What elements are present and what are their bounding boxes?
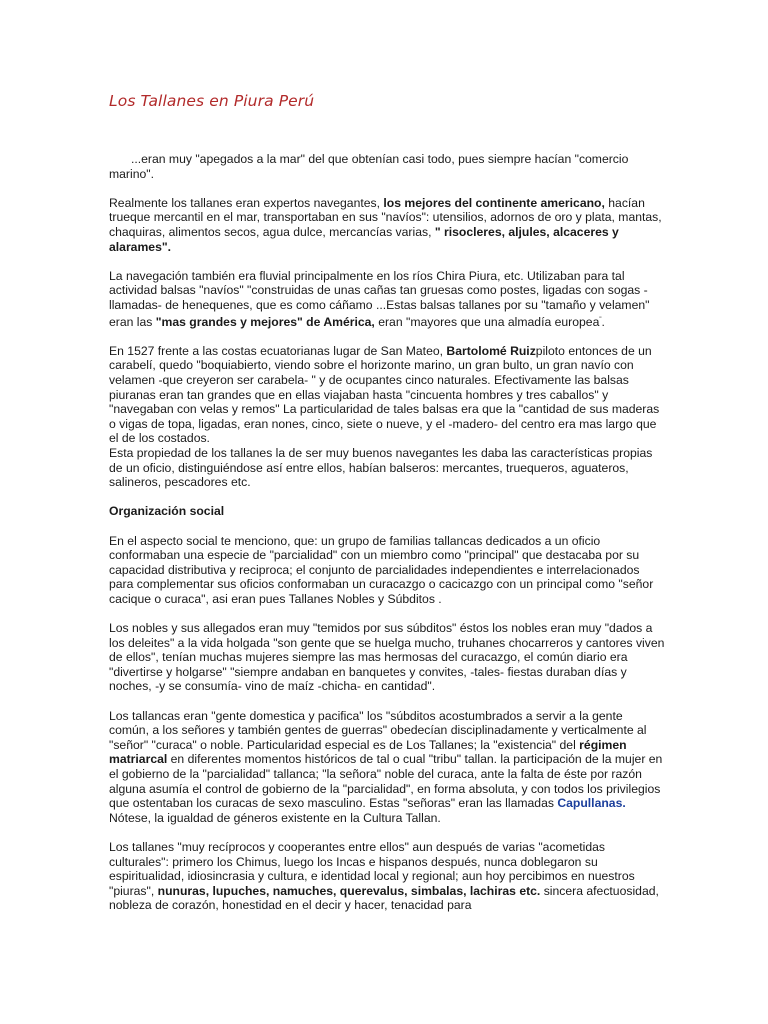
paragraph-aspecto-social: En el aspecto social te menciono, que: un grupo de familias tallancas dedicados a un oficio conformaban una especie de "parcialidad" con un miembro como "principal" que destacaba por su capacidad distributiva y reciproca; el conjunto de parcialidades independientes e interrelacionados para complementar sus oficios conformaban un curacazgo o cacicazgo con un principal como "señor cacique o curaca", asi eran pues Tallanes Nobles y Súbditos . — [109, 533, 654, 606]
page-title: Los Tallanes en Piura Perú — [109, 92, 315, 110]
text-span: hacían trueque mercantil en el mar, transportaban en sus "navíos": utensilios, adornos de oro y plata, mantas, chaquiras, alimentos secos, agua dulce, mercancías varias, — [109, 195, 662, 239]
paragraph-nobles: Los nobles y sus allegados eran muy "temidos por sus súbditos" éstos los nobles eran muy "dados a los deleites" a la vida holgada "son gente que se huelga mucho, truhanes chocarreros y cantores viven de ellos", tenían muchas mujeres siempre las mas hermosas del curacazgo, el común diario era "divertirse y holgarse" "siempre andaban en banquetes y convites, -tales- fiestas duraban días y noches, -y se consumía- vino de maíz -chicha- en cantidad". — [109, 621, 665, 694]
paragraph-navegantes — [109, 196, 665, 254]
bold-span: Bartolomé Ruiz — [446, 343, 536, 358]
text-span: Esta propiedad de los tallanes la de ser muy buenos navegantes les daba las características propias de un oficio, distinguiéndose así entre ellos, habían balseros: mercantes, truequeros, aguateros, salineros, pescadores etc. — [109, 445, 653, 490]
paragraph-matriarcal — [109, 709, 665, 826]
text-span: en diferentes momentos históricos de tal o cual "tribu" tallan. la participación de la mujer en el gobierno de la "parcialidad" tallanca; "la señora" noble del curaca, ante la falta de éste por razón alguna asumía el control de gobierno de la "parcialidad", en forma absoluta, y con todos los privilegios que ostentaban los curacas de sexo masculino. Estas "señoras" eran las llamadas — [109, 752, 663, 811]
text-span: piloto entonces de un carabelí, quedo "boquiabierto, viendo sobre el horizonte marino, un gran bulto, un gran navío con velamen -que creyeron ser carabela- " y de ocupantes cinco naturales. Efectivamente las balsas piuranas eran tan grandes que en ellas viajaban hasta "cincuenta hombres y tres caballos" y "navegaban con velas y remos" La particularidad de tales balsas era que la "cantidad de sus maderas o vigas de topa, ligadas, eran nones, cinco, siete o nueve, y el -madero- del centro era mas largo que el de los costados. — [109, 343, 660, 446]
text-span: Nótese, la igualdad de géneros existente en la Cultura Tallan. — [109, 810, 441, 825]
bold-span: " risocleres, aljules, alcaceres y alarames". — [109, 224, 619, 254]
paragraph-reciprocos — [109, 840, 665, 913]
paragraph-bartolome-ruiz — [109, 344, 665, 490]
text-span: En 1527 frente a las costas ecuatorianas lugar de San Mateo, — [109, 343, 447, 358]
small-quote: " — [599, 316, 602, 323]
bold-span: los mejores del continente americano, — [383, 195, 605, 210]
capullanas-link-text: Capullanas. — [557, 796, 626, 811]
text-span: . — [601, 314, 605, 329]
text-span: Los tallanes "muy recíprocos y cooperantes entre ellos" aun después de varias "acometidas culturales": primero los Chimus, luego los Incas e hispanos después, nunca doblegaron su espiritualidad, idiosincrasia y cultura, e identidad local y regional; aun hoy percibimos en nuestros "piuras", — [109, 839, 635, 898]
section-heading: Organización social — [109, 504, 225, 519]
text-span: eran "mayores que una almadía europea — [374, 314, 600, 329]
bold-span: régimen matriarcal — [109, 737, 627, 767]
paragraph-intro: ...eran muy "apegados a la mar" del que obtenían casi todo, pues siempre hacían "comercio marino". — [109, 152, 629, 181]
text-span: Realmente los tallanes eran expertos navegantes, — [109, 195, 384, 210]
bold-span: "mas grandes y mejores" de América, — [155, 314, 375, 329]
text-span: Los tallancas eran "gente domestica y pacifica" los "súbditos acostumbrados a servir a la gente común, a los señores y también gentes de guerras" obedecían disciplinadamente y verticalmente al "señor" "curaca" o noble. Particularidad especial es de Los Tallanes; la "existencia" del — [109, 708, 647, 752]
document-body — [109, 152, 665, 928]
bold-span: nunuras, lupuches, namuches, querevalus, simbalas, lachiras etc. — [157, 883, 541, 898]
paragraph-navegacion-fluvial — [109, 269, 665, 329]
text-span: La navegación también era fluvial principalmente en los ríos Chira Piura, etc. Utilizaban para tal actividad balsas "navíos" "construidas de unas cañas tan gruesas como postes, ligadas con sogas -llamadas- de henequenes, que es como cáñamo ...Estas balsas tallanes por su "tamaño y velamen" eran las — [109, 268, 650, 329]
text-span: sincera afectuosidad, nobleza de corazón, honestidad en el decir y hacer, tenacidad para — [109, 883, 659, 913]
